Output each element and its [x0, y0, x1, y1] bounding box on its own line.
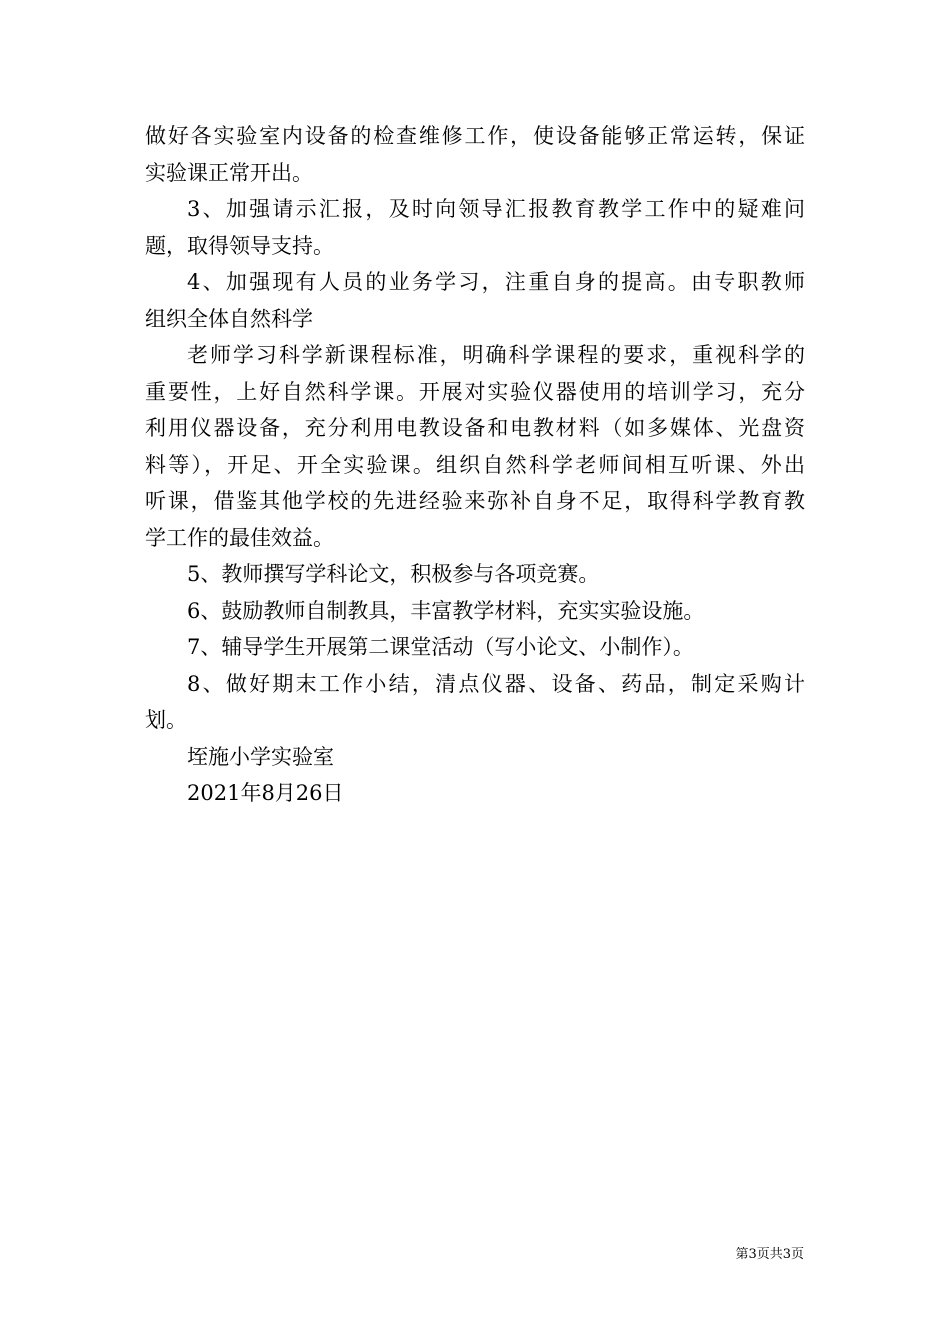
text-line: 4、加强现有人员的业务学习，注重自身的提高。由专职教师: [187, 270, 805, 294]
text-line: 实验课正常开出。: [145, 160, 313, 185]
text-line: 7、辅导学生开展第二课堂活动（写小论文、小制作）。: [187, 635, 694, 659]
text-line: 重要性，上好自然科学课。开展对实验仪器使用的培训学习，充分: [145, 379, 805, 404]
text-line: 老师学习科学新课程标准，明确科学课程的要求，重视科学的: [187, 343, 805, 367]
paragraph-item-8: [145, 666, 805, 739]
text-line: 6、鼓励教师自制教具，丰富教学材料，充实实验设施。: [187, 598, 705, 623]
text-line: 听课，借鉴其他学校的先进经验来弥补自身不足，取得科学教育教: [145, 489, 805, 513]
paragraph-item-6: [145, 593, 805, 630]
text-line: 料等），开足、开全实验课。组织自然科学老师间相互听课、外出: [145, 452, 805, 477]
signature-organization: [145, 739, 805, 776]
text-line: 8、做好期末工作小结，清点仪器、设备、药品，制定采购计: [187, 671, 805, 696]
paragraph-item-7: [145, 629, 805, 666]
text-line: 做好各实验室内设备的检查维修工作，使设备能够正常运转，保证: [145, 124, 805, 148]
text-line: 2021年8月26日: [187, 781, 344, 805]
text-line: 划。: [145, 708, 187, 732]
paragraph-item-4: [145, 264, 805, 337]
text-line: 3、加强请示汇报，及时向领导汇报教育教学工作中的疑难问: [187, 197, 805, 221]
document-body: [145, 118, 805, 812]
paragraph-continuation: [145, 118, 805, 191]
text-line: 垤施小学实验室: [187, 744, 334, 769]
signature-date: [145, 775, 805, 812]
paragraph-item-3: [145, 191, 805, 264]
text-line: 学工作的最佳效益。: [145, 525, 334, 550]
text-line: 利用仪器设备，充分利用电教设备和电教材料（如多媒体、光盘资: [145, 416, 805, 440]
text-line: 组织全体自然科学: [145, 306, 313, 331]
paragraph-item-5: [145, 556, 805, 593]
text-line: 5、教师撰写学科论文，积极参与各项竞赛。: [187, 562, 600, 586]
page-number-footer: 第3页共3页: [735, 1247, 804, 1262]
paragraph-item-4-continued: [145, 337, 805, 556]
text-line: 题，取得领导支持。: [145, 233, 334, 258]
